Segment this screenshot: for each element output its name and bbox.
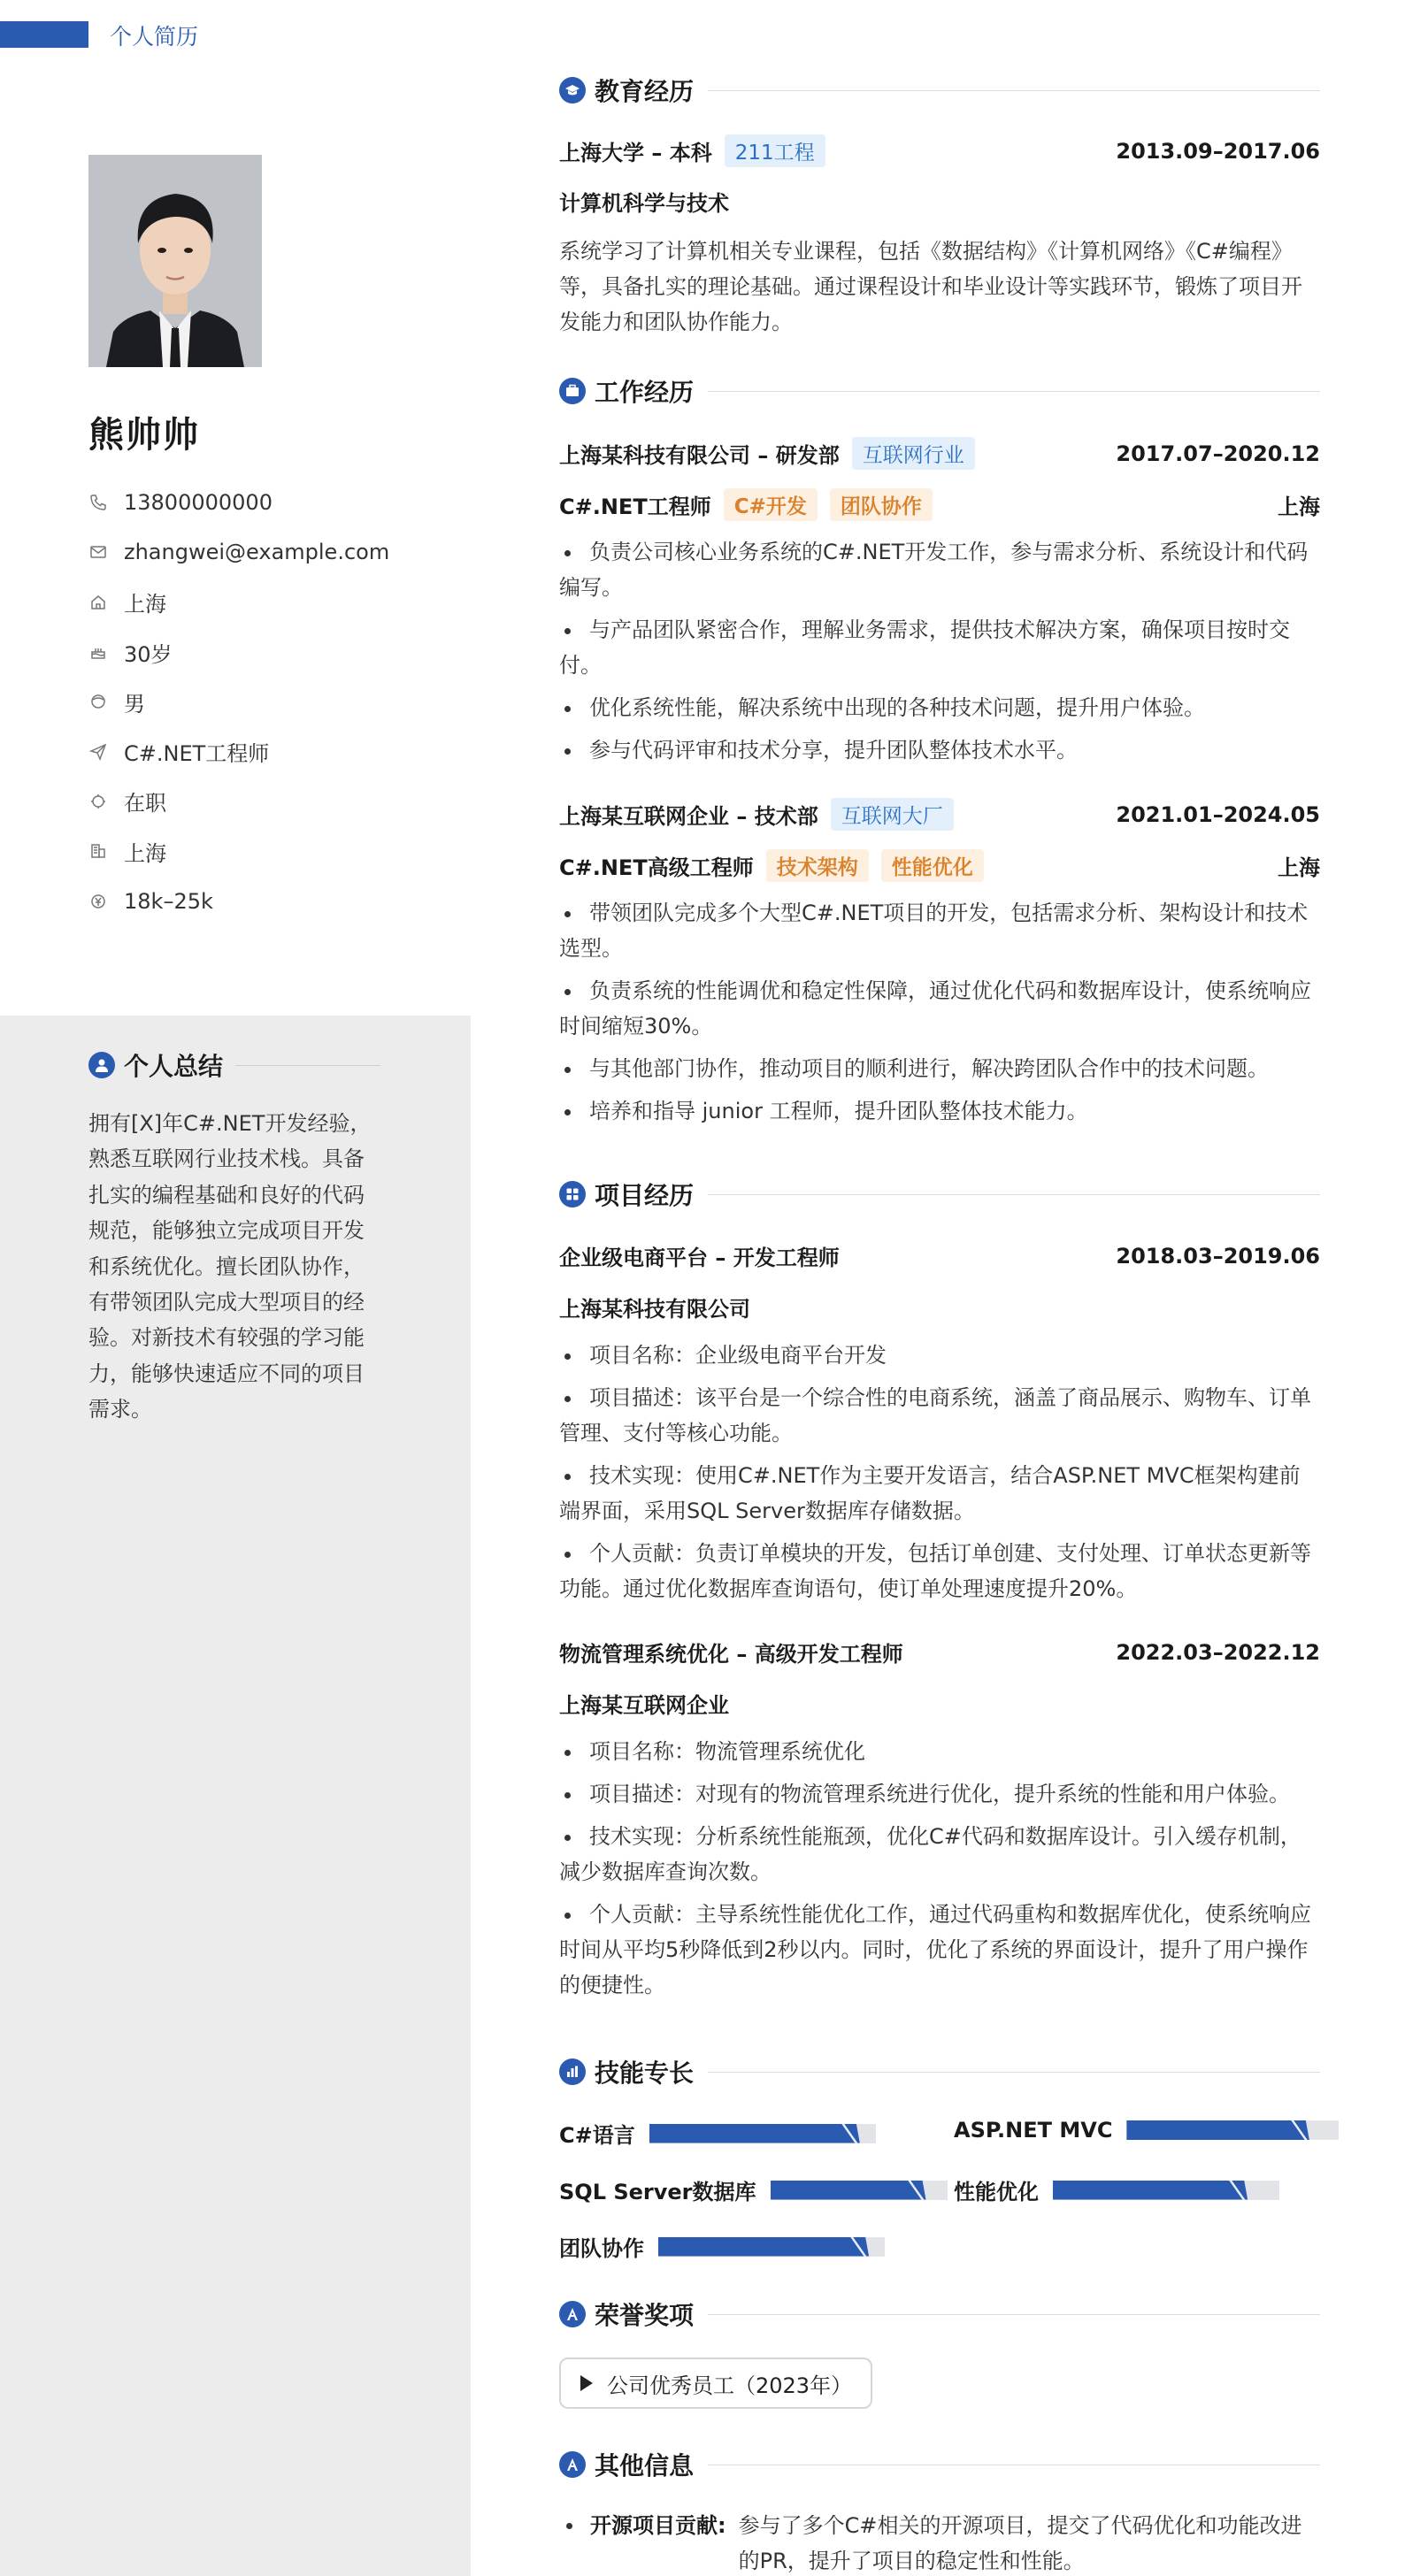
skill-item (559, 2118, 876, 2149)
list-item: 个人贡献：主导系统性能优化工作，通过代码重构和数据库优化，使系统响应时间从平均5秒降低到2秒以内。同时，优化了系统的界面设计，提升了用户操作的便捷性。 (559, 1897, 1320, 2003)
job-company: 上海某科技有限公司 – 研发部 (559, 443, 840, 468)
skill-fill (771, 2181, 926, 2200)
list-item: 带领团队完成多个大型C#.NET项目的开发，包括需求分析、架构设计和技术选型。 (559, 895, 1320, 966)
header-ribbon (0, 21, 88, 48)
summary-text: 拥有[X]年C#.NET开发经验，熟悉互联网行业技术栈。具备扎实的编程基础和良好的代码规范，能够独立完成项目开发和系统优化。擅长团队协作，有带领团队完成大型项目的经验。对新技术有较强的学习能力，能够快速适应不同的项目需求。 (88, 1111, 372, 1422)
job-1-role-row (559, 488, 1320, 521)
summary-title: 个人总结 (124, 1052, 224, 1081)
send-icon (88, 742, 108, 762)
education-row (559, 134, 1320, 167)
job-1-header (559, 437, 1320, 470)
awards-header (559, 2296, 1320, 2332)
job-skill-tag: 性能优化 (881, 849, 984, 882)
skill-name: ASP.NET MVC (954, 2118, 1113, 2143)
job-role: C#.NET工程师 (559, 494, 711, 519)
job-skill-tag: C#开发 (724, 488, 818, 521)
project-1-company-row (559, 1292, 1320, 1322)
skill-item (559, 2174, 948, 2205)
info-gender: 男 (88, 677, 460, 726)
major: 计算机科学与技术 (559, 191, 729, 216)
divider (708, 90, 1320, 91)
project-name: 物流管理系统优化 – 高级开发工程师 (559, 1642, 903, 1667)
profile-name: 熊帅帅 (88, 415, 200, 456)
job-2-role-row (559, 849, 1320, 882)
education-title: 教育经历 (595, 77, 695, 106)
job-date: 2021.01–2024.05 (1116, 801, 1320, 827)
list-item: 个人贡献：负责订单模块的开发，包括订单创建、支付处理、订单状态更新等功能。通过优化数据库查询语句，使订单处理速度提升20%。 (559, 1536, 1320, 1606)
award-text: 公司优秀员工（2023年） (607, 2373, 853, 2398)
summary-header (88, 1047, 380, 1083)
education-date: 2013.09–2017.06 (1116, 138, 1320, 164)
job-industry-tag: 互联网行业 (852, 437, 975, 470)
award-item[interactable] (559, 2358, 872, 2409)
skill-name: SQL Server数据库 (559, 2180, 756, 2204)
skill-item (954, 2118, 1339, 2143)
bar-chart-icon (559, 2058, 586, 2085)
job-industry-tag: 互联网大厂 (831, 798, 954, 831)
list-item: 项目名称：企业级电商平台开发 (559, 1338, 1320, 1373)
skill-bar (1053, 2181, 1279, 2200)
job-company: 上海某互联网企业 – 技术部 (559, 804, 818, 829)
skill-item (559, 2231, 885, 2262)
graduation-cap-icon (559, 77, 586, 104)
play-triangle-icon (580, 2375, 593, 2391)
job-1-bullets (559, 534, 1320, 775)
education-description: 系统学习了计算机相关专业课程，包括《数据结构》《计算机网络》《C#编程》等，具备扎实的理论基础。通过课程设计和毕业设计等实践环节，锻炼了项目开发能力和团队协作能力。 (559, 239, 1302, 334)
info-city: 上海 (88, 826, 460, 876)
divider (708, 1194, 1320, 1195)
list-item: 技术实现：使用C#.NET作为主要开发语言，结合ASP.NET MVC框架构建前端界面，采用SQL Server数据库存储数据。 (559, 1458, 1320, 1529)
skill-fill (1126, 2120, 1309, 2140)
skills-header (559, 2054, 1320, 2089)
job-2-header (559, 798, 1320, 831)
skill-item (954, 2174, 1279, 2205)
building-icon (88, 841, 108, 861)
briefcase-icon (559, 378, 586, 404)
project-date: 2022.03–2022.12 (1116, 1639, 1320, 1665)
skills-title: 技能专长 (595, 2058, 695, 2088)
info-icon (559, 2451, 586, 2478)
school-name: 上海大学 – 本科 (559, 141, 712, 165)
home-icon (88, 593, 108, 612)
awards-title: 荣誉奖项 (595, 2301, 695, 2330)
job-date: 2017.07–2020.12 (1116, 441, 1320, 466)
project-name: 企业级电商平台 – 开发工程师 (559, 1246, 840, 1270)
list-item: 与产品团队紧密合作，理解业务需求，提供技术解决方案，确保项目按时交付。 (559, 612, 1320, 683)
projects-header (559, 1177, 1320, 1212)
info-position: C#.NET工程师 (88, 726, 460, 776)
job-skill-tag: 团队协作 (830, 488, 933, 521)
project-2-bullets (559, 1734, 1320, 2010)
list-item: 负责公司核心业务系统的C#.NET开发工作，参与需求分析、系统设计和代码编写。 (559, 534, 1320, 605)
info-age: 30岁 (88, 627, 460, 677)
resume-label: 个人简历 (110, 24, 199, 50)
phone-icon (88, 493, 108, 512)
work-title: 工作经历 (595, 378, 695, 407)
gender-icon (88, 692, 108, 711)
list-item: 项目描述：对现有的物流管理系统进行优化，提升系统的性能和用户体验。 (559, 1776, 1320, 1812)
job-city: 上海 (1278, 855, 1320, 880)
cake-icon (88, 642, 108, 662)
list-item: 项目描述：该平台是一个综合性的电商系统，涵盖了商品展示、购物车、订单管理、支付等核心功能。 (559, 1380, 1320, 1451)
info-status: 在职 (88, 777, 460, 826)
education-header (559, 73, 1320, 108)
list-item: 参与代码评审和技术分享，提升团队整体技术水平。 (559, 732, 1320, 768)
project-2-company-row (559, 1688, 1320, 1719)
divider (708, 391, 1320, 392)
mail-icon (88, 542, 108, 562)
divider (235, 1065, 380, 1066)
salary-icon (88, 892, 108, 911)
skill-bar (658, 2237, 885, 2257)
project-company: 上海某互联网企业 (559, 1693, 729, 1718)
list-item: 优化系统性能，解决系统中出现的各种技术问题，提升用户体验。 (559, 690, 1320, 725)
job-city: 上海 (1278, 494, 1320, 519)
skill-bar (649, 2124, 876, 2143)
other-info-item (559, 2508, 1320, 2576)
award-icon (559, 2301, 586, 2327)
list-item: 与其他部门协作，推动项目的顺利进行，解决跨团队合作中的技术问题。 (559, 1051, 1320, 1086)
status-icon (88, 792, 108, 811)
project-company: 上海某科技有限公司 (559, 1297, 750, 1322)
list-item: 培养和指导 junior 工程师，提升团队整体技术能力。 (559, 1093, 1320, 1129)
work-header (559, 373, 1320, 409)
skill-fill (658, 2237, 869, 2257)
user-icon (88, 1052, 115, 1078)
skill-name: C#语言 (559, 2123, 635, 2148)
project-2-header (559, 1637, 1320, 1668)
divider (708, 2314, 1320, 2315)
info-salary: 18k–25k (88, 876, 460, 925)
list-item: 项目名称：物流管理系统优化 (559, 1734, 1320, 1769)
project-1-header (559, 1240, 1320, 1271)
other-label: 开源项目贡献: (590, 2513, 726, 2538)
list-item: 技术实现：分析系统性能瓶颈，优化C#代码和数据库设计。引入缓存机制，减少数据库查询次数。 (559, 1819, 1320, 1890)
skill-name: 团队协作 (559, 2236, 644, 2261)
info-home: 上海 (88, 578, 460, 627)
project-1-bullets (559, 1338, 1320, 1614)
school-tag: 211工程 (725, 134, 825, 167)
skill-name: 性能优化 (954, 2180, 1039, 2204)
projects-title: 项目经历 (595, 1181, 695, 1210)
other-title: 其他信息 (595, 2451, 695, 2480)
job-skill-tag: 技术架构 (766, 849, 869, 882)
job-2-bullets (559, 895, 1320, 1136)
skill-bar (1126, 2120, 1339, 2140)
other-value: 参与了多个C#相关的开源项目，提交了代码优化和功能改进的PR，提升了项目的稳定性和性能。 (738, 2513, 1302, 2573)
skill-bar (771, 2181, 948, 2200)
contact-info-list (88, 478, 460, 926)
info-phone: 13800000000 (88, 478, 460, 527)
divider (708, 2072, 1320, 2073)
profile-photo (88, 155, 262, 367)
job-role: C#.NET高级工程师 (559, 855, 754, 880)
list-item: 负责系统的性能调优和稳定性保障，通过优化代码和数据库设计，使系统响应时间缩短30%。 (559, 973, 1320, 1044)
info-email: zhangwei@example.com (88, 527, 460, 577)
skill-fill (1053, 2181, 1248, 2200)
grid-icon (559, 1181, 586, 1208)
bullet-dot (566, 2523, 572, 2529)
project-date: 2018.03–2019.06 (1116, 1243, 1320, 1269)
other-header (559, 2447, 1320, 2482)
major-row (559, 186, 1320, 217)
skill-fill (649, 2124, 860, 2143)
